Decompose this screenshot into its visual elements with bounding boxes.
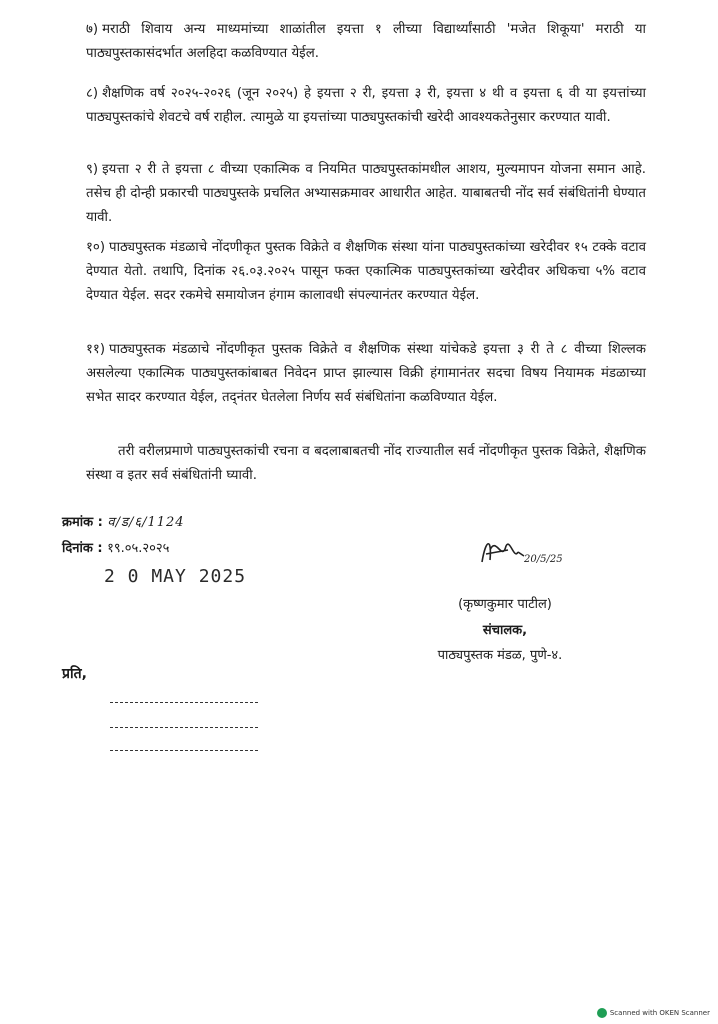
reference-date-label: दिनांक :	[62, 541, 103, 556]
closing-paragraph: तरी वरीलप्रमाणे पाठ्यपुस्तकांची रचना व बदलाबाबतची नोंद राज्यातील सर्व नोंदणीकृत पुस्तक विक्रेते, शैक्षणिक संस्था व इतर सर्व संबंधितांनी घ्यावी.	[86, 444, 646, 483]
reference-number-label: क्रमांक :	[62, 515, 103, 530]
paragraph-9	[86, 158, 646, 230]
paragraph-text: पाठ्यपुस्तक मंडळाचे नोंदणीकृत पुस्तक विक्रेते व शैक्षणिक संस्था यांना पाठ्यपुस्तकांच्या खरेदीवर १५ टक्के वटाव देण्यात येतो. तथापि, दिनांक २६.०३.२०२५ पासून फक्त एकात्मिक पाठ्यपुस्तकांच्या खरेदीवर अधिकचा ५% वटाव देण्यात येईल. सदर रकमेचे समायोजन हंगाम कालावधी संपल्यानंतर करण्यात येईल.	[86, 240, 646, 303]
paragraph-text: पाठ्यपुस्तक मंडळाचे नोंदणीकृत पुस्तक विक्रेते व शैक्षणिक संस्था यांचेकडे इयत्ता ३ री ते ८ वीच्या शिल्लक असलेल्या एकात्मिक पाठ्यपुस्तकांबाबत निवेदन प्राप्त झाल्यास विक्री हंगामानंतर सदचा विषय नियामक मंडळाच्या सभेत सादर करण्यात येईल, तद्नंतर घेतलेला निर्णय सर्व संबंधितांना कळविण्यात येईल.	[86, 342, 646, 405]
signatory-name: (कृष्णकुमार पाटील)	[458, 597, 552, 612]
scanner-logo-icon	[597, 1008, 607, 1018]
signatory-office: पाठ्यपुस्तक मंडळ, पुणे-४.	[437, 648, 563, 663]
paragraph-number: ७)	[86, 22, 99, 37]
signature-handwritten-date: 20/5/25	[524, 554, 563, 565]
signature-mark	[478, 532, 578, 572]
recipients-label: प्रति,	[62, 666, 87, 682]
reference-number	[62, 512, 185, 530]
paragraph-8	[86, 82, 646, 130]
paragraph-number: ९)	[86, 162, 99, 177]
date-stamp: 2 0 MAY 2025	[104, 566, 247, 587]
signatory-designation: संचालक,	[482, 623, 528, 638]
scanner-watermark	[597, 1008, 710, 1018]
paragraph-10	[86, 236, 646, 308]
recipient-line-3	[110, 750, 258, 751]
paragraph-number: १०)	[86, 240, 106, 255]
paragraph-7	[86, 18, 646, 66]
scanner-text: Scanned with OKEN Scanner	[609, 1009, 710, 1017]
paragraph-text: मराठी शिवाय अन्य माध्यमांच्या शाळांतील इयत्ता १ लीच्या विद्यार्थ्यांसाठी 'मजेत शिकूया' मराठी या पाठ्यपुस्तकासंदर्भात अलहिदा कळविण्यात येईल.	[86, 22, 646, 61]
paragraph-text: इयत्ता २ री ते इयत्ता ८ वीच्या एकात्मिक व नियमित पाठ्यपुस्तकांमधील आशय, मुल्यमापन योजना समान आहे. तसेच ही दोन्ही प्रकारची पाठ्यपुस्तके प्रचलित अभ्यासक्रमावर आधारीत आहेत. याबाबतची नोंद सर्व संबंधितांनी घेण्यात यावी.	[86, 162, 646, 225]
paragraph-11	[86, 338, 646, 410]
paragraph-number: ११)	[86, 342, 106, 357]
recipient-line-2	[110, 727, 258, 728]
reference-date	[62, 538, 169, 556]
paragraph-number: ८)	[86, 86, 99, 101]
recipient-line-1	[110, 702, 258, 703]
paragraph-text: शैक्षणिक वर्ष २०२५-२०२६ (जून २०२५) हे इयत्ता २ री, इयत्ता ३ री, इयत्ता ४ थी व इयत्ता ६ वी या इयत्तांच्या पाठ्यपुस्तकांचे शेवटचे वर्ष राहील. त्यामुळे या इयत्तांच्या पाठ्यपुस्तकांची खरेदी आवश्यकतेनुसार करण्यात यावी.	[86, 86, 646, 125]
reference-number-value: व/ड/६/1124	[107, 515, 185, 530]
reference-date-value: १९.०५.२०२५	[107, 541, 170, 556]
